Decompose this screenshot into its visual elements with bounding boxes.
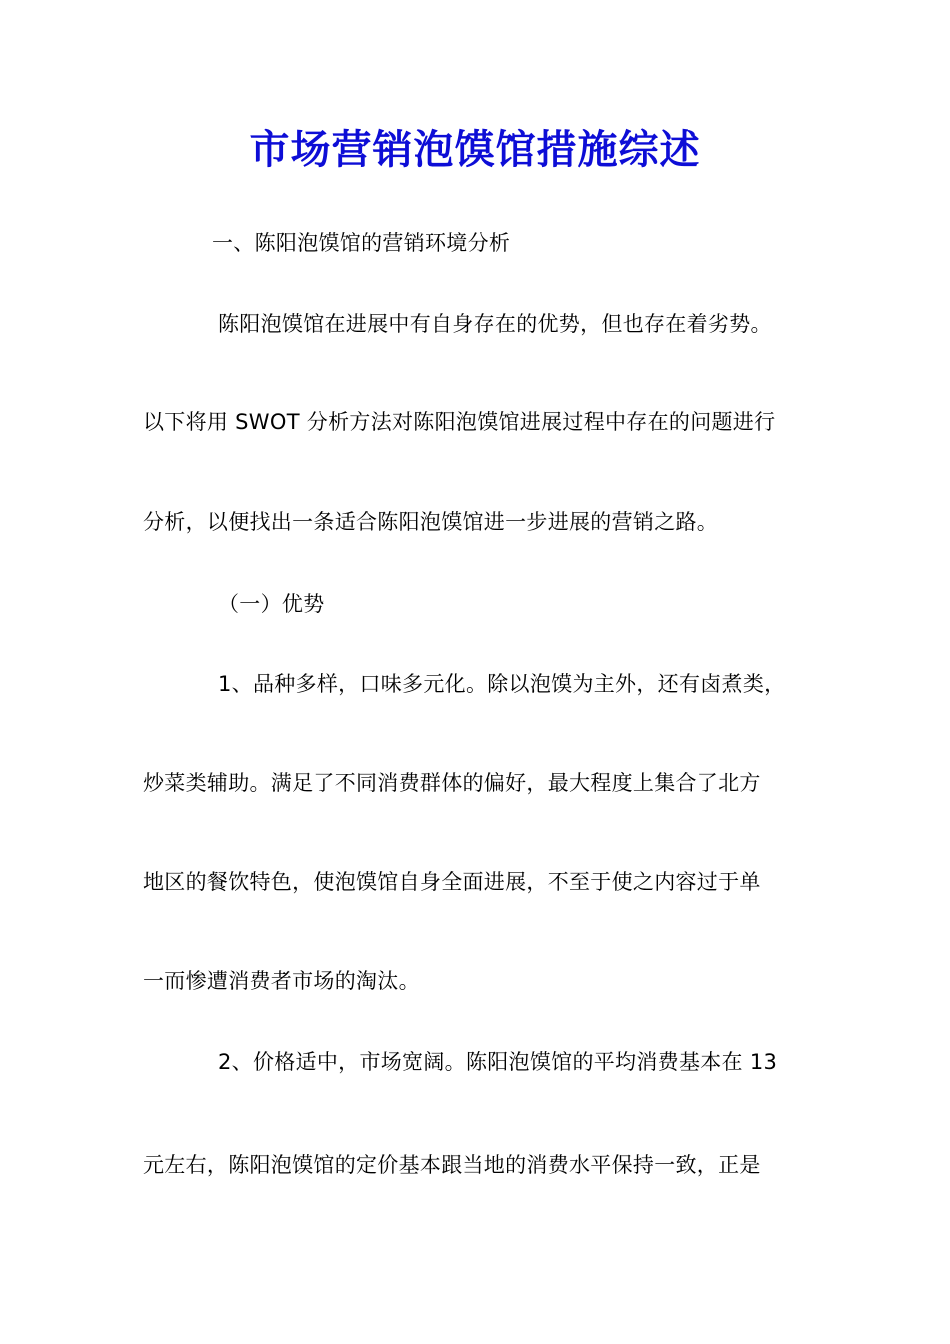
paragraph-line: 分析，以便找出一条适合陈阳泡馍馆进一步进展的营销之路。 — [143, 510, 719, 534]
paragraph-line: 地区的餐饮特色，使泡馍馆自身全面进展，不至于使之内容过于单 — [143, 870, 761, 894]
paragraph-line: 以下将用 SWOT 分析方法对陈阳泡馍馆进展过程中存在的问题进行 — [143, 410, 776, 434]
paragraph-line: 2、价格适中，市场宽阔。陈阳泡馍馆的平均消费基本在 13 — [218, 1050, 778, 1074]
document-title: 市场营销泡馍馆措施综述 — [249, 126, 701, 173]
paragraph-line: 一而惨遭消费者市场的淘汰。 — [143, 969, 420, 993]
paragraph-line: 1、品种多样，口味多元化。除以泡馍为主外，还有卤煮类， — [218, 672, 786, 696]
paragraph-line: 炒菜类辅助。满足了不同消费群体的偏好，最大程度上集合了北方 — [143, 771, 761, 795]
paragraph-line: 陈阳泡馍馆在进展中有自身存在的优势，但也存在着劣势。 — [218, 312, 772, 336]
subsection-heading-strengths: （一）优势 — [218, 592, 325, 616]
section-heading-environment: 一、陈阳泡馍馆的营销环境分析 — [212, 231, 511, 255]
paragraph-line: 元左右，陈阳泡馍馆的定价基本跟当地的消费水平保持一致，正是 — [143, 1153, 761, 1177]
